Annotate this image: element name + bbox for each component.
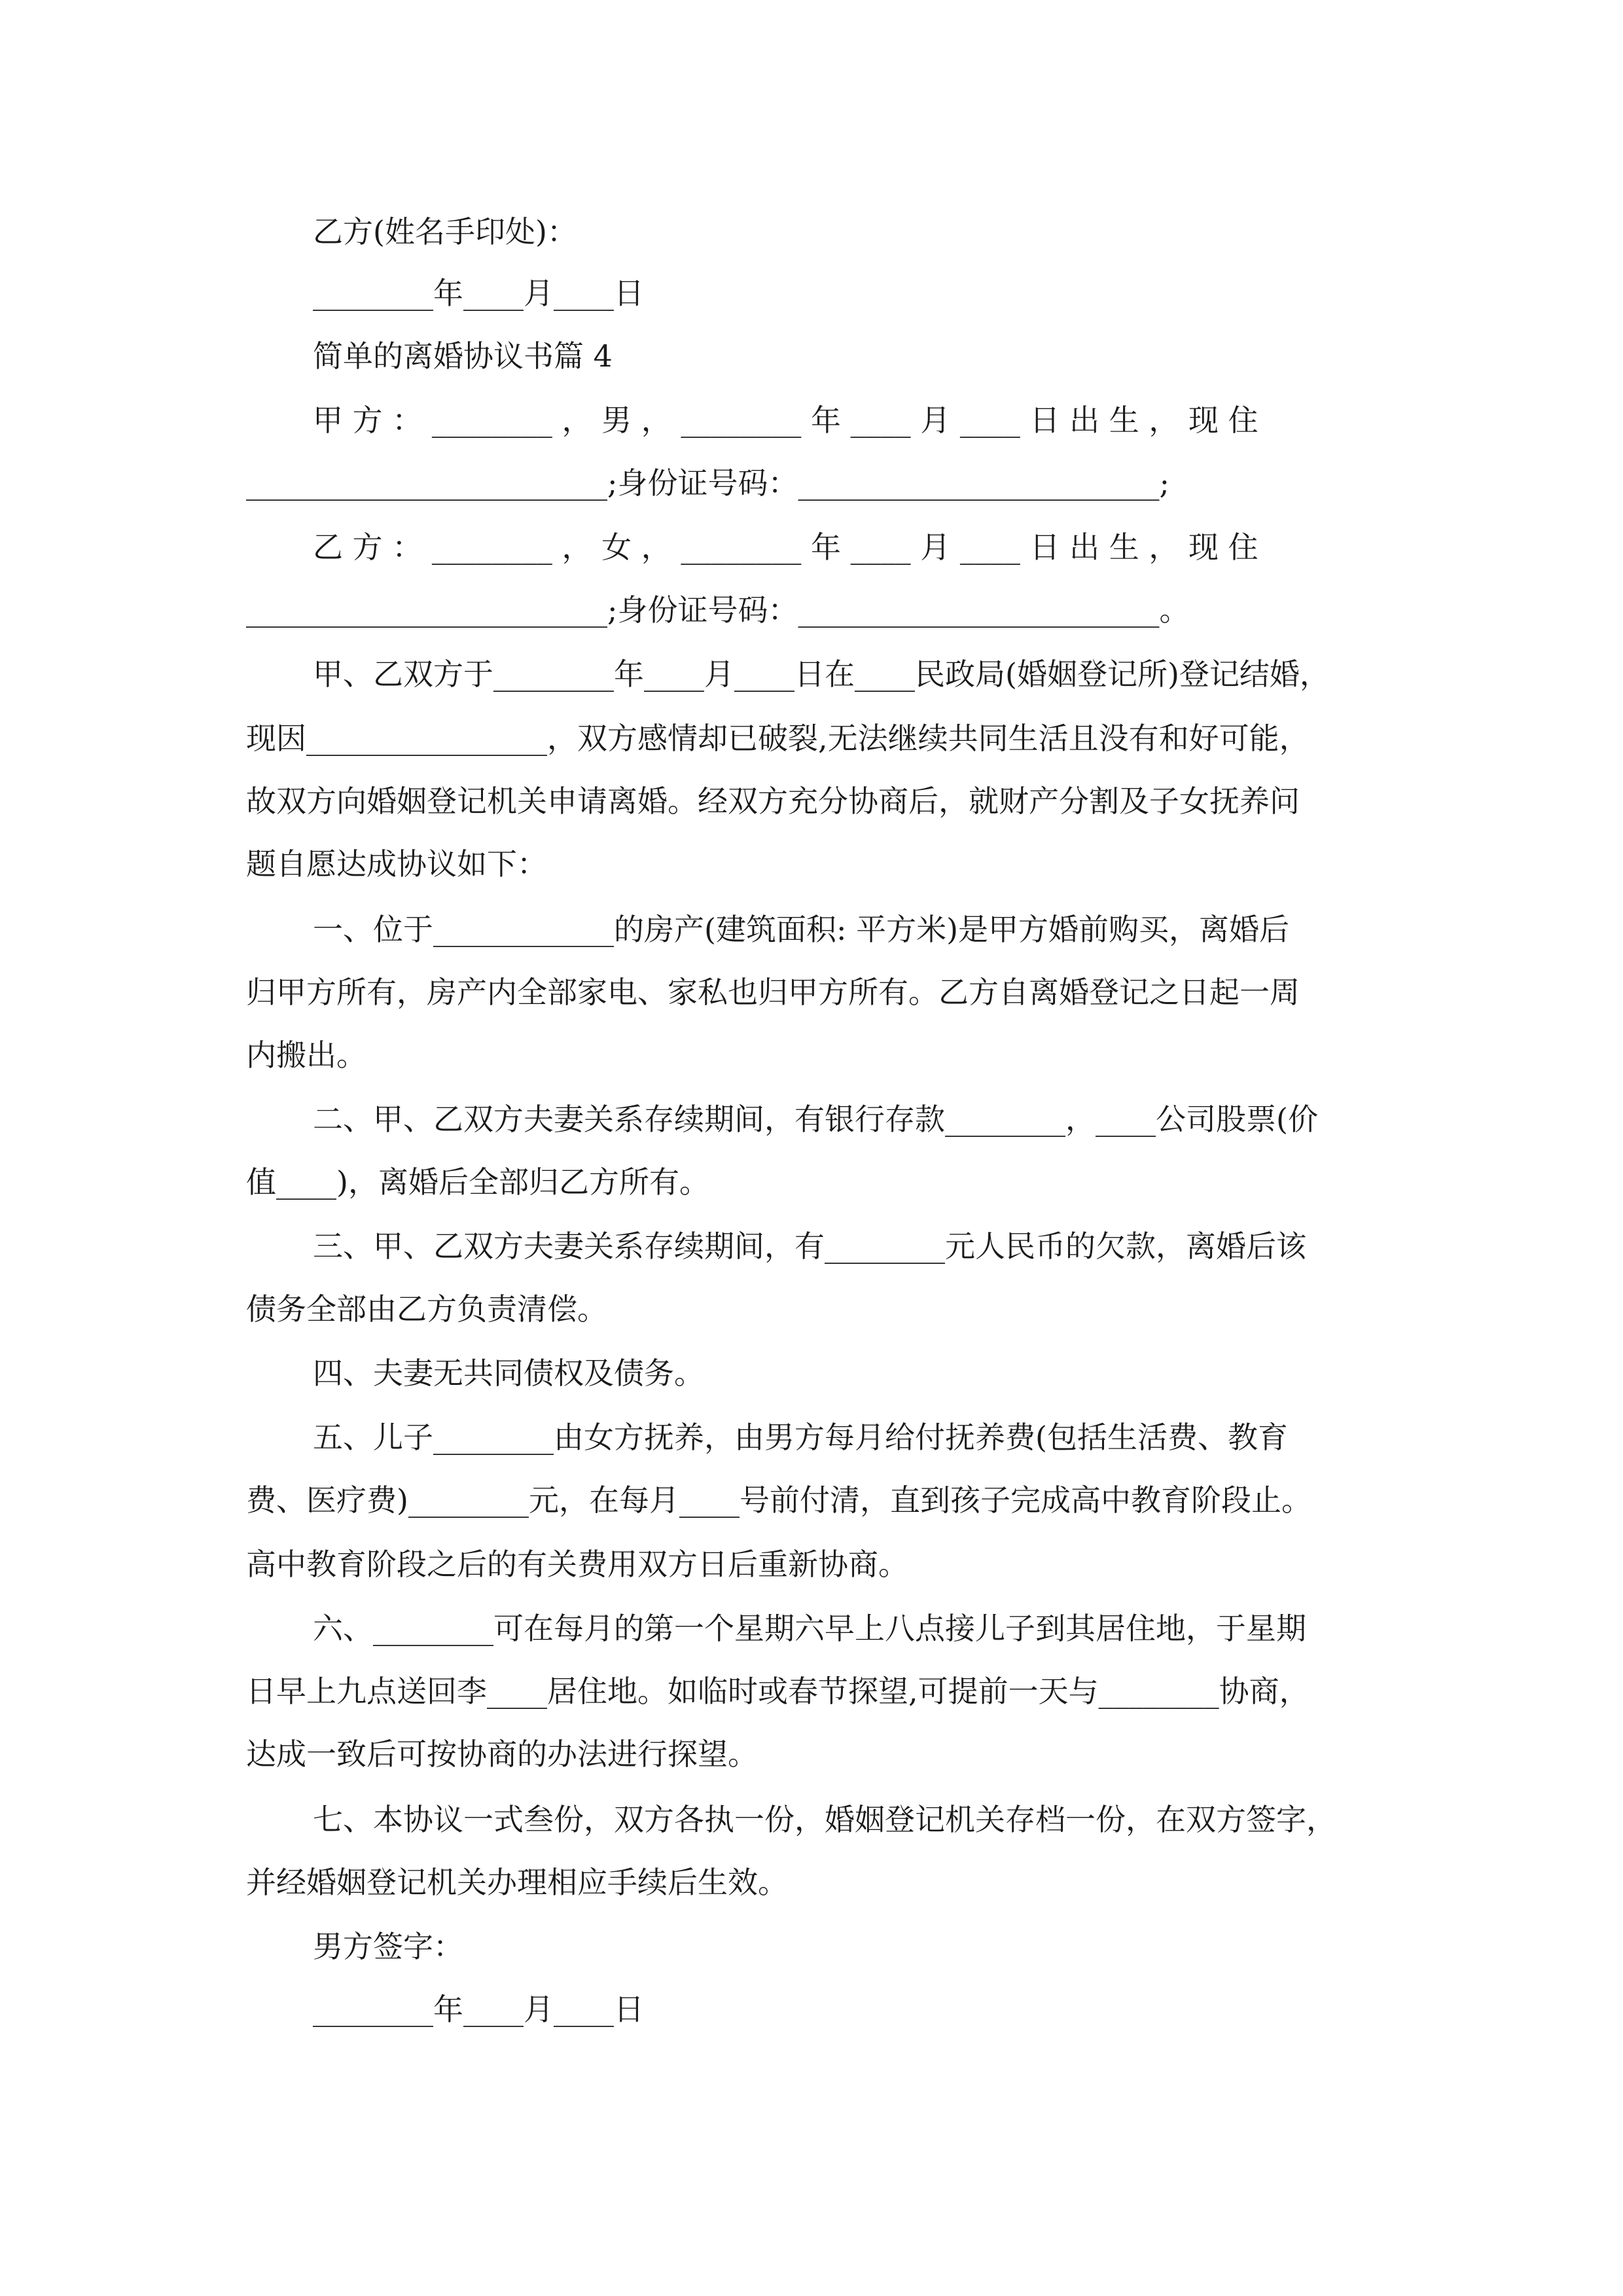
signature-male: 男方签字： xyxy=(313,1929,463,1964)
clause-line: 费、医疗费)________元，在每月____号前付清，直到孩子完成高中教育阶段止。 xyxy=(246,1482,1311,1518)
date-line: ________年____月____日 xyxy=(313,1992,644,2027)
paragraph-line: 甲、乙双方于________年____月____日在____民政局(婚姻登记所)登记结婚， xyxy=(313,656,1330,692)
section-title: 简单的离婚协议书篇 4 xyxy=(313,338,613,374)
party-a-id-line: ________________________;身份证号码：________________________; xyxy=(246,465,1169,501)
paragraph-line: 题自愿达成协议如下： xyxy=(246,846,547,882)
clause-line: 值____)，离婚后全部归乙方所有。 xyxy=(246,1164,709,1200)
clause-line: 七、本协议一式叁份，双方各执一份，婚姻登记机关存档一份，在双方签字， xyxy=(313,1802,1336,1837)
clause-line: 三、甲、乙双方夫妻关系存续期间，有________元人民币的欠款，离婚后该 xyxy=(313,1229,1306,1264)
clause-line: 内搬出。 xyxy=(246,1037,366,1073)
paragraph-line: 故双方向婚姻登记机关申请离婚。经双方充分协商后，就财产分割及子女抚养问 xyxy=(246,783,1300,819)
signature-party-b: 乙方(姓名手印处)： xyxy=(313,214,577,249)
paragraph-line: 现因________________，双方感情却已破裂,无法继续共同生活且没有和好可能， xyxy=(246,721,1310,756)
clause-line: 达成一致后可按协商的办法进行探望。 xyxy=(246,1736,758,1772)
clause-line: 二、甲、乙双方夫妻关系存续期间，有银行存款________，____公司股票(价 xyxy=(313,1102,1318,1137)
date-line: ________年____月____日 xyxy=(313,276,644,311)
clause-line: 一、位于____________的房产(建筑面积: 平方米)是甲方婚前购买，离婚后 xyxy=(313,912,1290,947)
clause-line: 日早上九点送回李____居住地。如临时或春节探望,可提前一天与________协商， xyxy=(246,1674,1310,1709)
clause-line: 六、________可在每月的第一个星期六早上八点接儿子到其居住地，于星期 xyxy=(313,1611,1306,1646)
clause-line: 五、儿子________由女方抚养，由男方每月给付抚养费(包括生活费、教育 xyxy=(313,1420,1288,1455)
clause-line: 债务全部由乙方负责清偿。 xyxy=(246,1291,607,1327)
party-b-line: 乙 方 ： ________ ， 女 ， ________ 年 ____ 月 ____ 日 出 生 ， 现 住 xyxy=(313,529,1258,565)
clause-line: 高中教育阶段之后的有关费用双方日后重新协商。 xyxy=(246,1547,908,1582)
party-a-line: 甲 方 ： ________ ， 男 ， ________ 年 ____ 月 ____ 日 出 生 ， 现 住 xyxy=(313,403,1258,438)
party-b-id-line: ________________________;身份证号码：________________________。 xyxy=(246,592,1190,628)
clause-line: 归甲方所有，房产内全部家电、家私也归甲方所有。乙方自离婚登记之日起一周 xyxy=(246,975,1300,1010)
clause-line: 四、夫妻无共同债权及债务。 xyxy=(313,1355,704,1391)
clause-line: 并经婚姻登记机关办理相应手续后生效。 xyxy=(246,1865,788,1900)
